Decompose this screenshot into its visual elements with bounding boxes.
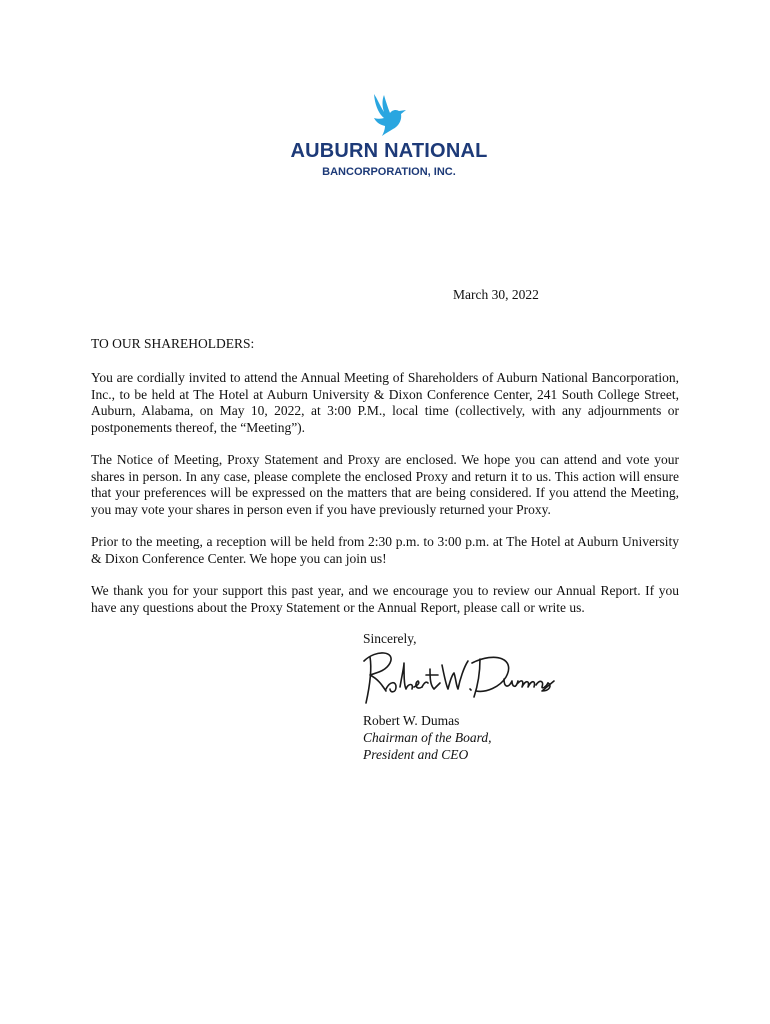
signer-title-line-2: President and CEO: [363, 747, 469, 762]
eagle-icon: [366, 92, 410, 138]
closing: Sincerely,: [363, 631, 417, 646]
signer-title-line-1: Chairman of the Board,: [363, 730, 492, 745]
paragraph-invitation: You are cordially invited to attend the Annual Meeting of Shareholders of Auburn National Bancorporation, Inc., to be held at The Hotel at Auburn University & Dixon Conference Center, 241 South College Street, Auburn, Alabama, on May 10, 2022, at 3:00 P.M., local time (collectively, with any adjournments or postponements thereof, the “Meeting”).: [91, 370, 679, 435]
paragraph-reception: Prior to the meeting, a reception will be held from 2:30 p.m. to 3:00 p.m. at The Hotel at Auburn University & Dixon Conference Center. We hope you can join us!: [91, 534, 679, 566]
company-logo: [270, 88, 500, 188]
letter-date: March 30, 2022: [453, 287, 539, 302]
logo-subtitle: BANCORPORATION, INC.: [322, 166, 456, 178]
salutation: TO OUR SHAREHOLDERS:: [91, 336, 255, 351]
logo-name: AUBURN NATIONAL: [290, 140, 488, 162]
handwritten-signature: [356, 645, 556, 711]
paragraph-notice: The Notice of Meeting, Proxy Statement and Proxy are enclosed. We hope you can attend and vote your shares in person. In any case, please complete the enclosed Proxy and return it to us. This action will ensure that your preferences will be expressed on the matters that are being considered. If you attend the Meeting, you may vote your shares in person even if you have previously returned your Proxy.: [91, 452, 679, 517]
paragraph-thanks: We thank you for your support this past year, and we encourage you to review our Annual Report. If you have any questions about the Proxy Statement or the Annual Report, please call or write us.: [91, 583, 679, 615]
signer-name: Robert W. Dumas: [363, 713, 460, 728]
